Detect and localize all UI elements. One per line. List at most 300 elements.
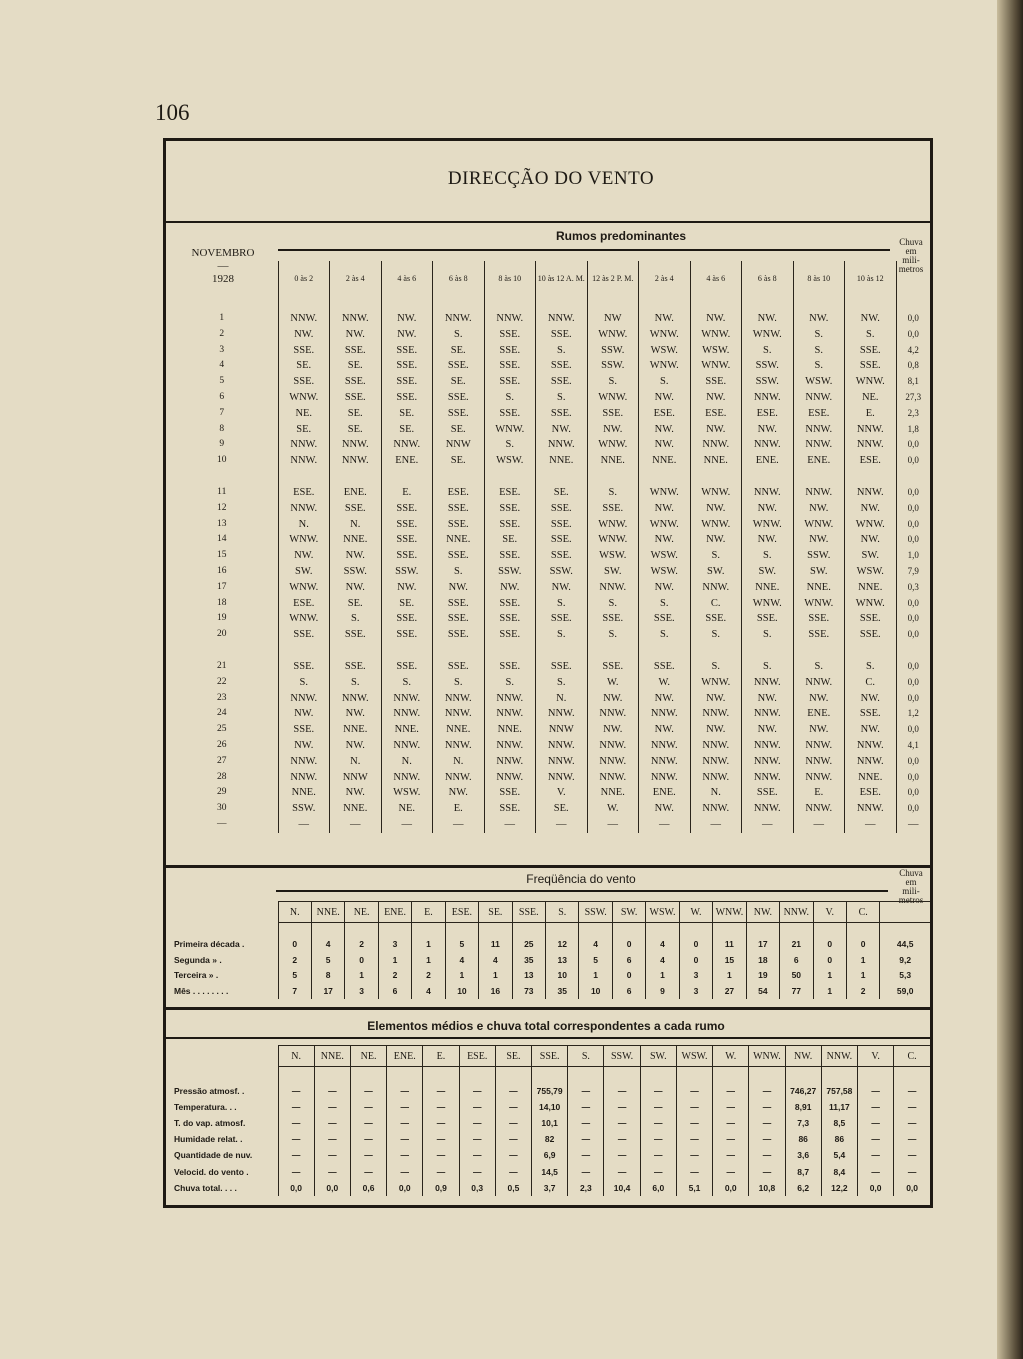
direction-cell: NNW.	[484, 706, 536, 722]
day-cell: 19	[217, 613, 227, 624]
value-cell: 6	[780, 952, 813, 968]
direction-cell: NW.	[690, 390, 742, 406]
direction-cell: S.	[484, 390, 536, 406]
direction-cell: SSE.	[742, 785, 794, 801]
direction-cell: NNW.	[587, 706, 639, 722]
direction-cell: SSE.	[381, 343, 433, 359]
value-cell: —	[350, 1115, 386, 1131]
group-rule	[278, 249, 890, 251]
row-label: T. do vap. atmosf.	[174, 1117, 246, 1128]
day-cell: 2	[219, 328, 225, 339]
direction-cell: NW.	[330, 785, 382, 801]
direction-column-header: SSE.	[512, 902, 545, 923]
value-cell: —	[278, 1115, 314, 1131]
value-cell: 82	[532, 1131, 568, 1147]
direction-cell: SSE.	[381, 358, 433, 374]
direction-cell: SW.	[793, 564, 845, 580]
rain-header-line: Chuva	[899, 237, 923, 247]
value-cell: 0,9	[423, 1180, 459, 1196]
value-cell: 1	[412, 937, 445, 953]
table-row	[166, 722, 930, 738]
spacer-cell	[639, 469, 691, 485]
direction-cell: SSE.	[536, 501, 588, 517]
direction-cell: NNW.	[433, 691, 485, 707]
direction-cell: S.	[742, 627, 794, 643]
direction-cell: SE.	[433, 453, 485, 469]
direction-cell: WNW.	[690, 485, 742, 501]
direction-cell: NW.	[433, 785, 485, 801]
value-cell: —	[749, 1131, 785, 1147]
rain-cell: 7,9	[896, 564, 930, 580]
spacer-cell	[612, 923, 645, 937]
value-cell: 3	[679, 968, 712, 984]
direction-cell: ESE.	[433, 485, 485, 501]
dash-cell: —	[639, 817, 691, 833]
time-column-header: 2 às 4	[330, 261, 382, 295]
direction-cell: SSW.	[278, 801, 330, 817]
table-row	[166, 406, 930, 422]
direction-cell: SSW.	[484, 564, 536, 580]
direction-cell: NW.	[587, 691, 639, 707]
value-cell: 8	[311, 968, 344, 984]
direction-column-header: WSW.	[646, 902, 679, 923]
direction-cell: WNW.	[587, 517, 639, 533]
direction-cell: S.	[330, 675, 382, 691]
wind-direction-table	[166, 261, 930, 833]
value-cell: 86	[821, 1131, 857, 1147]
direction-cell: SSE.	[536, 327, 588, 343]
time-column-header: 10 às 12 A. M.	[536, 261, 588, 295]
rain-cell: 0,0	[896, 327, 930, 343]
value-cell: 6,9	[532, 1147, 568, 1163]
direction-cell: SE.	[381, 422, 433, 438]
direction-cell: NW.	[742, 532, 794, 548]
direction-cell: NW.	[845, 532, 897, 548]
direction-cell: WNW.	[690, 358, 742, 374]
value-cell: —	[894, 1115, 930, 1131]
spacer-cell	[484, 643, 536, 659]
value-cell: 77	[780, 983, 813, 999]
table-row	[166, 675, 930, 691]
direction-cell: NNW.	[742, 485, 794, 501]
direction-cell: NW.	[587, 722, 639, 738]
direction-cell: SSE.	[330, 659, 382, 675]
direction-column-header: S.	[546, 902, 579, 923]
table-row	[166, 937, 930, 953]
value-cell: —	[350, 1163, 386, 1179]
direction-cell: S.	[690, 659, 742, 675]
value-cell: —	[676, 1131, 712, 1147]
direction-column-header: S.	[568, 1046, 604, 1067]
direction-cell: NNW.	[845, 437, 897, 453]
direction-cell: WNW.	[845, 374, 897, 390]
dash-cell: —	[433, 817, 485, 833]
spacer-cell	[532, 1067, 568, 1083]
time-column-header: 12 às 2 P. M.	[587, 261, 639, 295]
elements-rule	[166, 1037, 930, 1039]
value-cell: —	[568, 1099, 604, 1115]
direction-cell: WNW.	[278, 611, 330, 627]
direction-cell: SSE.	[381, 532, 433, 548]
direction-cell: WNW.	[278, 390, 330, 406]
direction-cell: NW.	[278, 706, 330, 722]
table-row	[166, 390, 930, 406]
direction-cell: NNW.	[536, 754, 588, 770]
rain-cell: 0,0	[896, 675, 930, 691]
direction-cell: NNW.	[690, 580, 742, 596]
direction-cell: SW.	[742, 564, 794, 580]
direction-cell: N.	[433, 754, 485, 770]
frequency-table	[166, 901, 930, 999]
direction-cell: NNW.	[793, 437, 845, 453]
direction-cell: NW.	[381, 311, 433, 327]
rain-cell: 27,3	[896, 390, 930, 406]
direction-cell: NNW.	[690, 706, 742, 722]
direction-cell: NNW.	[845, 801, 897, 817]
rain-cell: 44,5	[880, 937, 930, 953]
spacer-cell	[793, 469, 845, 485]
direction-cell: NW.	[845, 691, 897, 707]
rain-cell: 4,2	[896, 343, 930, 359]
direction-cell: E.	[433, 801, 485, 817]
direction-cell: NNW.	[845, 422, 897, 438]
table-row	[166, 738, 930, 754]
direction-cell: S.	[639, 627, 691, 643]
value-cell: —	[350, 1147, 386, 1163]
direction-cell: NW.	[639, 801, 691, 817]
table-row	[166, 983, 930, 999]
direction-cell: ENE.	[793, 453, 845, 469]
table-frame	[163, 138, 933, 1208]
rain-header-line: em	[905, 877, 917, 887]
value-cell: —	[387, 1115, 423, 1131]
direction-cell: NNW.	[278, 770, 330, 786]
direction-cell: SSE.	[330, 374, 382, 390]
direction-column-header: WSW.	[676, 1046, 712, 1067]
direction-column-header: NNW.	[821, 1046, 857, 1067]
table-row	[166, 532, 930, 548]
direction-cell: SSE.	[639, 611, 691, 627]
direction-cell: SSE.	[433, 517, 485, 533]
direction-cell: WSW.	[690, 343, 742, 359]
direction-cell: SSW.	[742, 374, 794, 390]
day-cell: 13	[217, 518, 227, 529]
direction-cell: S.	[639, 596, 691, 612]
spacer-cell	[314, 1067, 350, 1083]
value-cell: 11	[479, 937, 512, 953]
direction-cell: SSE.	[536, 358, 588, 374]
direction-cell: SE.	[330, 422, 382, 438]
rain-header-line: mili-	[902, 255, 920, 265]
table-row	[166, 1115, 930, 1131]
row-label: Terceira » .	[174, 970, 219, 981]
rain-cell: 0,0	[896, 722, 930, 738]
direction-column-header: V.	[858, 1046, 894, 1067]
direction-cell: V.	[536, 785, 588, 801]
value-cell: —	[568, 1083, 604, 1099]
dash-cell: —	[484, 817, 536, 833]
direction-cell: NW.	[278, 738, 330, 754]
frequency-rule	[276, 890, 888, 892]
rain-cell: 0,3	[896, 580, 930, 596]
value-cell: —	[858, 1147, 894, 1163]
direction-cell: C.	[845, 675, 897, 691]
value-cell: 5	[445, 937, 478, 953]
period-header-cell	[166, 261, 278, 295]
direction-cell: N.	[536, 691, 588, 707]
direction-cell: NW.	[639, 722, 691, 738]
direction-cell: NNE.	[742, 580, 794, 596]
spacer-cell	[512, 923, 545, 937]
value-cell: —	[459, 1099, 495, 1115]
value-cell: 10	[445, 983, 478, 999]
value-cell: —	[423, 1099, 459, 1115]
value-cell: —	[495, 1131, 531, 1147]
table-row	[166, 548, 930, 564]
direction-cell: S.	[433, 327, 485, 343]
direction-cell: ESE.	[484, 485, 536, 501]
direction-cell: NW.	[433, 580, 485, 596]
rain-header-line: em	[905, 246, 917, 256]
spacer-cell	[484, 469, 536, 485]
direction-cell: SSW.	[330, 564, 382, 580]
value-cell: —	[568, 1131, 604, 1147]
table-row	[166, 374, 930, 390]
table-row	[166, 596, 930, 612]
direction-cell: NNW.	[793, 738, 845, 754]
direction-cell: NNE.	[433, 722, 485, 738]
direction-cell: SSE.	[330, 627, 382, 643]
value-cell: 14,5	[532, 1163, 568, 1179]
direction-cell: NNW.	[381, 706, 433, 722]
rain-cell: 0,0	[896, 532, 930, 548]
direction-cell: S.	[433, 564, 485, 580]
spacer-cell	[381, 643, 433, 659]
direction-cell: NW.	[690, 501, 742, 517]
direction-cell: SSE.	[381, 501, 433, 517]
value-cell: —	[713, 1147, 749, 1163]
value-cell: —	[314, 1147, 350, 1163]
direction-cell: NW.	[742, 311, 794, 327]
value-cell: 2	[378, 968, 411, 984]
direction-cell: SSE.	[536, 611, 588, 627]
direction-cell: SSE.	[536, 548, 588, 564]
value-cell: —	[676, 1099, 712, 1115]
row-label: Temperatura. . .	[174, 1101, 237, 1112]
row-label: Segunda » .	[174, 954, 222, 965]
table-row	[166, 611, 930, 627]
direction-cell: SSE.	[330, 343, 382, 359]
direction-cell: NNE.	[639, 453, 691, 469]
spacer-cell	[445, 923, 478, 937]
direction-cell: N.	[330, 517, 382, 533]
rain-header-line: metros	[898, 895, 924, 905]
value-cell: 4	[311, 937, 344, 953]
spacer-cell	[639, 295, 691, 311]
value-cell: 21	[780, 937, 813, 953]
direction-cell: NNW.	[433, 706, 485, 722]
direction-cell: WNW.	[793, 596, 845, 612]
direction-cell: WSW.	[845, 564, 897, 580]
value-cell: —	[387, 1083, 423, 1099]
direction-cell: NNW.	[433, 770, 485, 786]
value-cell: —	[423, 1147, 459, 1163]
spacer-cell	[690, 643, 742, 659]
direction-cell: ENE.	[742, 453, 794, 469]
table-row	[166, 1083, 930, 1099]
direction-cell: NW.	[639, 437, 691, 453]
rain-cell: 0,0	[896, 311, 930, 327]
day-cell: 16	[217, 565, 227, 576]
direction-cell: WNW.	[742, 517, 794, 533]
direction-cell: NNE.	[330, 801, 382, 817]
value-cell: 2	[412, 968, 445, 984]
spacer-cell	[749, 1067, 785, 1083]
value-cell: 3	[378, 937, 411, 953]
direction-cell: NNW.	[330, 311, 382, 327]
direction-cell: SW.	[845, 548, 897, 564]
time-column-header: 10 às 12	[845, 261, 897, 295]
table-row	[166, 517, 930, 533]
spacer-cell	[381, 469, 433, 485]
dash-cell: —	[896, 817, 930, 833]
table-row	[166, 706, 930, 722]
direction-cell: SE.	[381, 406, 433, 422]
day-cell: 29	[217, 787, 227, 798]
direction-cell: SSE.	[381, 517, 433, 533]
direction-cell: NNW.	[536, 311, 588, 327]
direction-cell: NNW.	[433, 311, 485, 327]
rain-cell: 0,0	[896, 627, 930, 643]
table-row	[166, 422, 930, 438]
direction-cell: ESE.	[742, 406, 794, 422]
direction-cell: NW.	[639, 532, 691, 548]
value-cell: 0	[679, 937, 712, 953]
value-cell: 3,6	[785, 1147, 821, 1163]
value-cell: 13	[546, 952, 579, 968]
table-row	[166, 770, 930, 786]
spacer-cell	[713, 1067, 749, 1083]
direction-cell: NW.	[381, 327, 433, 343]
direction-cell: SE.	[433, 374, 485, 390]
value-cell: 4	[646, 937, 679, 953]
value-cell: —	[640, 1115, 676, 1131]
elements-header: Elementos médios e chuva total correspondentes a cada rumo	[367, 1019, 725, 1033]
value-cell: 11,17	[821, 1099, 857, 1115]
spacer-cell	[896, 643, 930, 659]
value-cell: —	[314, 1083, 350, 1099]
direction-cell: S.	[793, 358, 845, 374]
direction-cell: E.	[381, 485, 433, 501]
spacer-cell	[846, 923, 879, 937]
spacer-cell	[587, 643, 639, 659]
spacer-cell	[813, 923, 846, 937]
direction-cell: NNE.	[536, 453, 588, 469]
direction-cell: NNW.	[484, 738, 536, 754]
table-row	[166, 1099, 930, 1115]
time-column-header: 4 às 6	[381, 261, 433, 295]
direction-column-header: NNE.	[314, 1046, 350, 1067]
value-cell: —	[676, 1147, 712, 1163]
direction-column-header: ENE.	[387, 1046, 423, 1067]
value-cell: 7	[278, 983, 311, 999]
value-cell: 17	[746, 937, 779, 953]
spacer-cell	[793, 295, 845, 311]
day-cell: 9	[219, 439, 225, 450]
direction-cell: NNW.	[639, 770, 691, 786]
dash-cell: —	[536, 817, 588, 833]
value-cell: 2,3	[568, 1180, 604, 1196]
value-cell: 0	[345, 952, 378, 968]
dash-cell: —	[587, 817, 639, 833]
value-cell: 10,4	[604, 1180, 640, 1196]
spacer-cell	[330, 469, 382, 485]
spacer-cell	[896, 295, 930, 311]
direction-cell: SSE.	[536, 517, 588, 533]
direction-cell: ESE.	[793, 406, 845, 422]
dash-cell: —	[690, 817, 742, 833]
value-cell: —	[713, 1099, 749, 1115]
value-cell: —	[350, 1083, 386, 1099]
value-cell: 50	[780, 968, 813, 984]
direction-cell: SE.	[381, 596, 433, 612]
spacer-cell	[166, 295, 278, 311]
direction-cell: SSE.	[484, 611, 536, 627]
value-cell: 0	[679, 952, 712, 968]
table-row	[166, 311, 930, 327]
day-cell: 21	[217, 660, 227, 671]
direction-cell: NNW.	[793, 801, 845, 817]
direction-cell: SSE.	[433, 596, 485, 612]
value-cell: 8,91	[785, 1099, 821, 1115]
direction-cell: NNW.	[484, 770, 536, 786]
spacer-cell	[742, 469, 794, 485]
direction-cell: NNE.	[484, 722, 536, 738]
spacer-cell	[640, 1067, 676, 1083]
direction-cell: NW.	[278, 548, 330, 564]
direction-column-header: SW.	[612, 902, 645, 923]
direction-cell: NW.	[381, 580, 433, 596]
direction-cell: SSE.	[639, 659, 691, 675]
direction-cell: NNW.	[484, 311, 536, 327]
rain-cell: 0,0	[896, 485, 930, 501]
direction-column-header: SW.	[640, 1046, 676, 1067]
value-cell: —	[749, 1099, 785, 1115]
table-row	[166, 358, 930, 374]
group-header: Rumos predominantes	[555, 229, 687, 243]
spacer-cell	[166, 643, 278, 659]
table-row	[166, 485, 930, 501]
direction-cell: S.	[690, 627, 742, 643]
value-cell: 5	[579, 952, 612, 968]
day-cell: 18	[217, 597, 227, 608]
rain-header-line: Chuva	[899, 868, 923, 878]
direction-cell: NW.	[639, 691, 691, 707]
direction-cell: NNW.	[690, 801, 742, 817]
spacer-cell	[278, 469, 330, 485]
value-cell: 13	[512, 968, 545, 984]
direction-cell: NNW.	[793, 754, 845, 770]
day-cell: 17	[217, 581, 227, 592]
row-label: Pressão atmosf. .	[174, 1085, 245, 1096]
value-cell: —	[676, 1163, 712, 1179]
value-cell: —	[713, 1163, 749, 1179]
row-label: Chuva total. . . .	[174, 1182, 237, 1193]
spacer-cell	[423, 1067, 459, 1083]
day-cell: 5	[219, 376, 225, 387]
value-cell: —	[604, 1083, 640, 1099]
value-cell: —	[604, 1147, 640, 1163]
